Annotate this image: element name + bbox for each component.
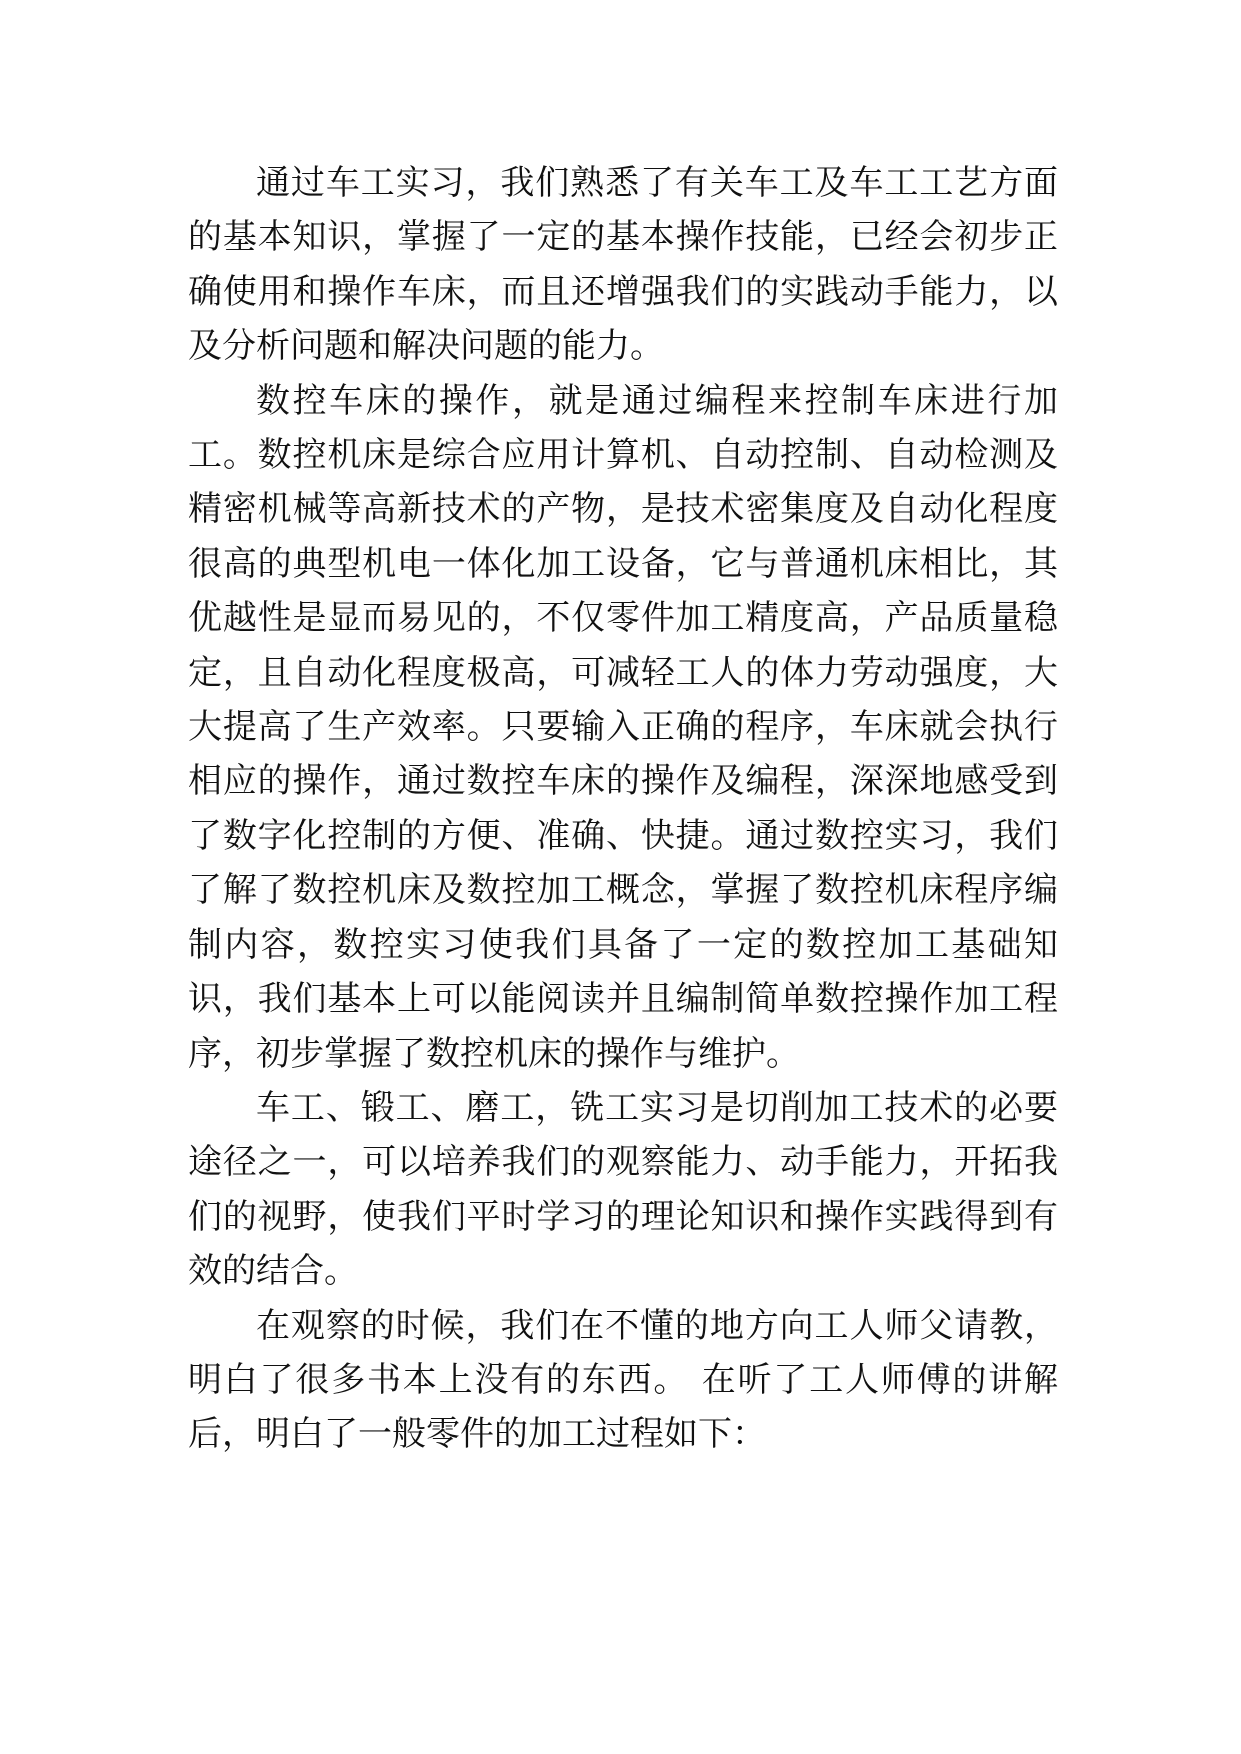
- paragraph-observation: 在观察的时候，我们在不懂的地方向工人师父请教，明白了很多书本上没有的东西。 在听了工人师傅的讲解后，明白了一般零件的加工过程如下：: [188, 1305, 1058, 1455]
- paragraph-lathe-practice: 通过车工实习，我们熟悉了有关车工及车工工艺方面的基本知识，掌握了一定的基本操作技能，已经会初步正确使用和操作车床，而且还增强我们的实践动手能力，以及分析问题和解决问题的能力。: [188, 163, 1058, 367]
- paragraph-cutting-practice: 车工、锻工、磨工，铣工实习是切削加工技术的必要途径之一，可以培养我们的观察能力、动手能力，开拓我们的视野，使我们平时学习的理论知识和操作实践得到有效的结合。: [188, 1087, 1058, 1292]
- paragraph-cnc-lathe: 数控车床的操作，就是通过编程来控制车床进行加工。数控机床是综合应用计算机、自动控制、自动检测及精密机械等高新技术的产物，是技术密集度及自动化程度很高的典型机电一体化加工设备，它与普通机床相比，其优越性是显而易见的，不仅零件加工精度高，产品质量稳定，且自动化程度极高，可减轻工人的体力劳动强度，大大提高了生产效率。只要输入正确的程序，车床就会执行相应的操作，通过数控车床的操作及编程，深深地感受到了数字化控制的方便、准确、快捷。通过数控实习，我们了解了数控机床及数控加工概念，掌握了数控机床程序编制内容，数控实习使我们具备了一定的数控加工基础知识，我们基本上可以能阅读并且编制简单数控操作加工程序，初步掌握了数控机床的操作与维护。: [188, 380, 1058, 1074]
- document-body: [188, 156, 1058, 1462]
